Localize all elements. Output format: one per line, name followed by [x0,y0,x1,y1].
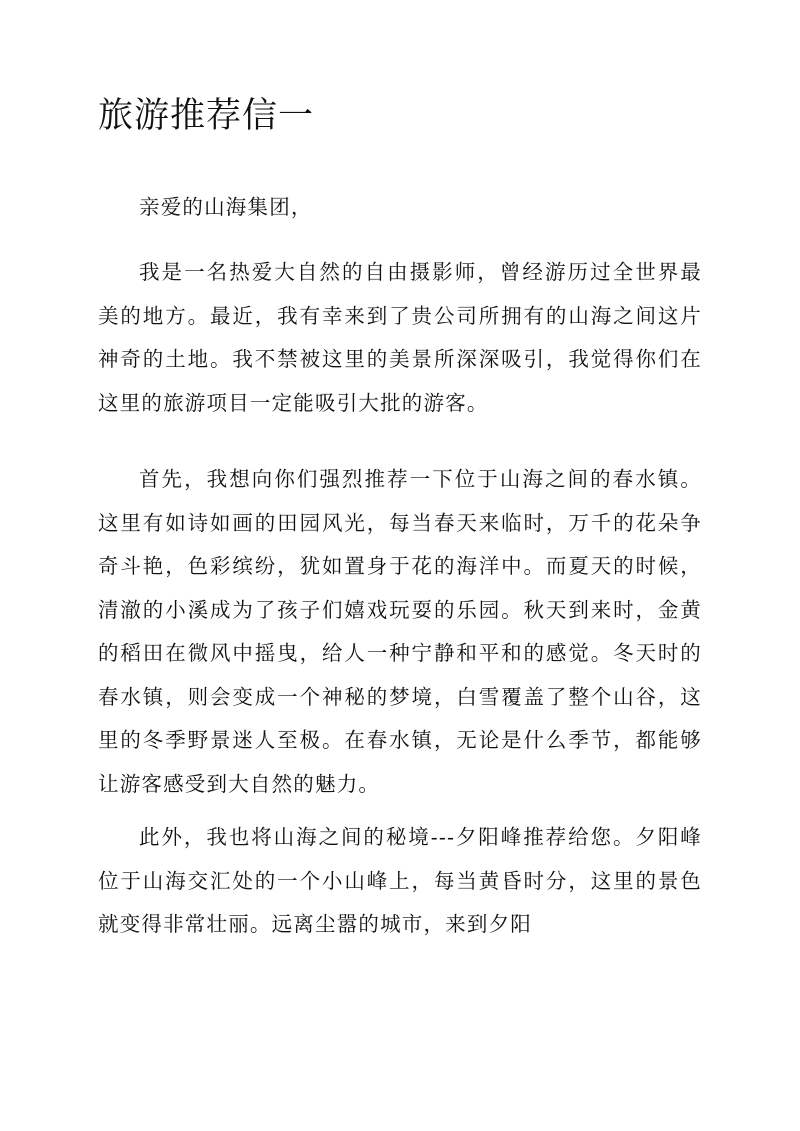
intro-paragraph: 我是一名热爱大自然的自由摄影师，曾经游历过全世界最美的地方。最近，我有幸来到了贵公司所拥有的山海之间这片神奇的土地。我不禁被这里的美景所深深吸引，我觉得你们在这里的旅游项目一定能吸引大批的游客。 [98,260,702,415]
chunshui-town-paragraph: 首先，我想向你们强烈推荐一下位于山海之间的春水镇。这里有如诗如画的田园风光，每当春天来临时，万千的花朵争奇斗艳，色彩缤纷，犹如置身于花的海洋中。而夏天的时候，清澈的小溪成为了孩子们嬉戏玩耍的乐园。秋天到来时，金黄的稻田在微风中摇曳，给人一种宁静和平和的感觉。冬天时的春水镇，则会变成一个神秘的梦境，白雪覆盖了整个山谷，这里的冬季野景迷人至极。在春水镇，无论是什么季节，都能够让游客感受到大自然的魅力。 [98,467,702,796]
salutation-paragraph: 亲爱的山海集团， [139,195,313,219]
document-title: 旅游推荐信一 [98,96,315,136]
sunset-peak-paragraph: 此外，我也将山海之间的秘境---夕阳峰推荐给您。夕阳峰位于山海交汇处的一个小山峰上，每当黄昏时分，这里的景色就变得非常壮丽。远离尘嚣的城市，来到夕阳 [98,825,702,936]
